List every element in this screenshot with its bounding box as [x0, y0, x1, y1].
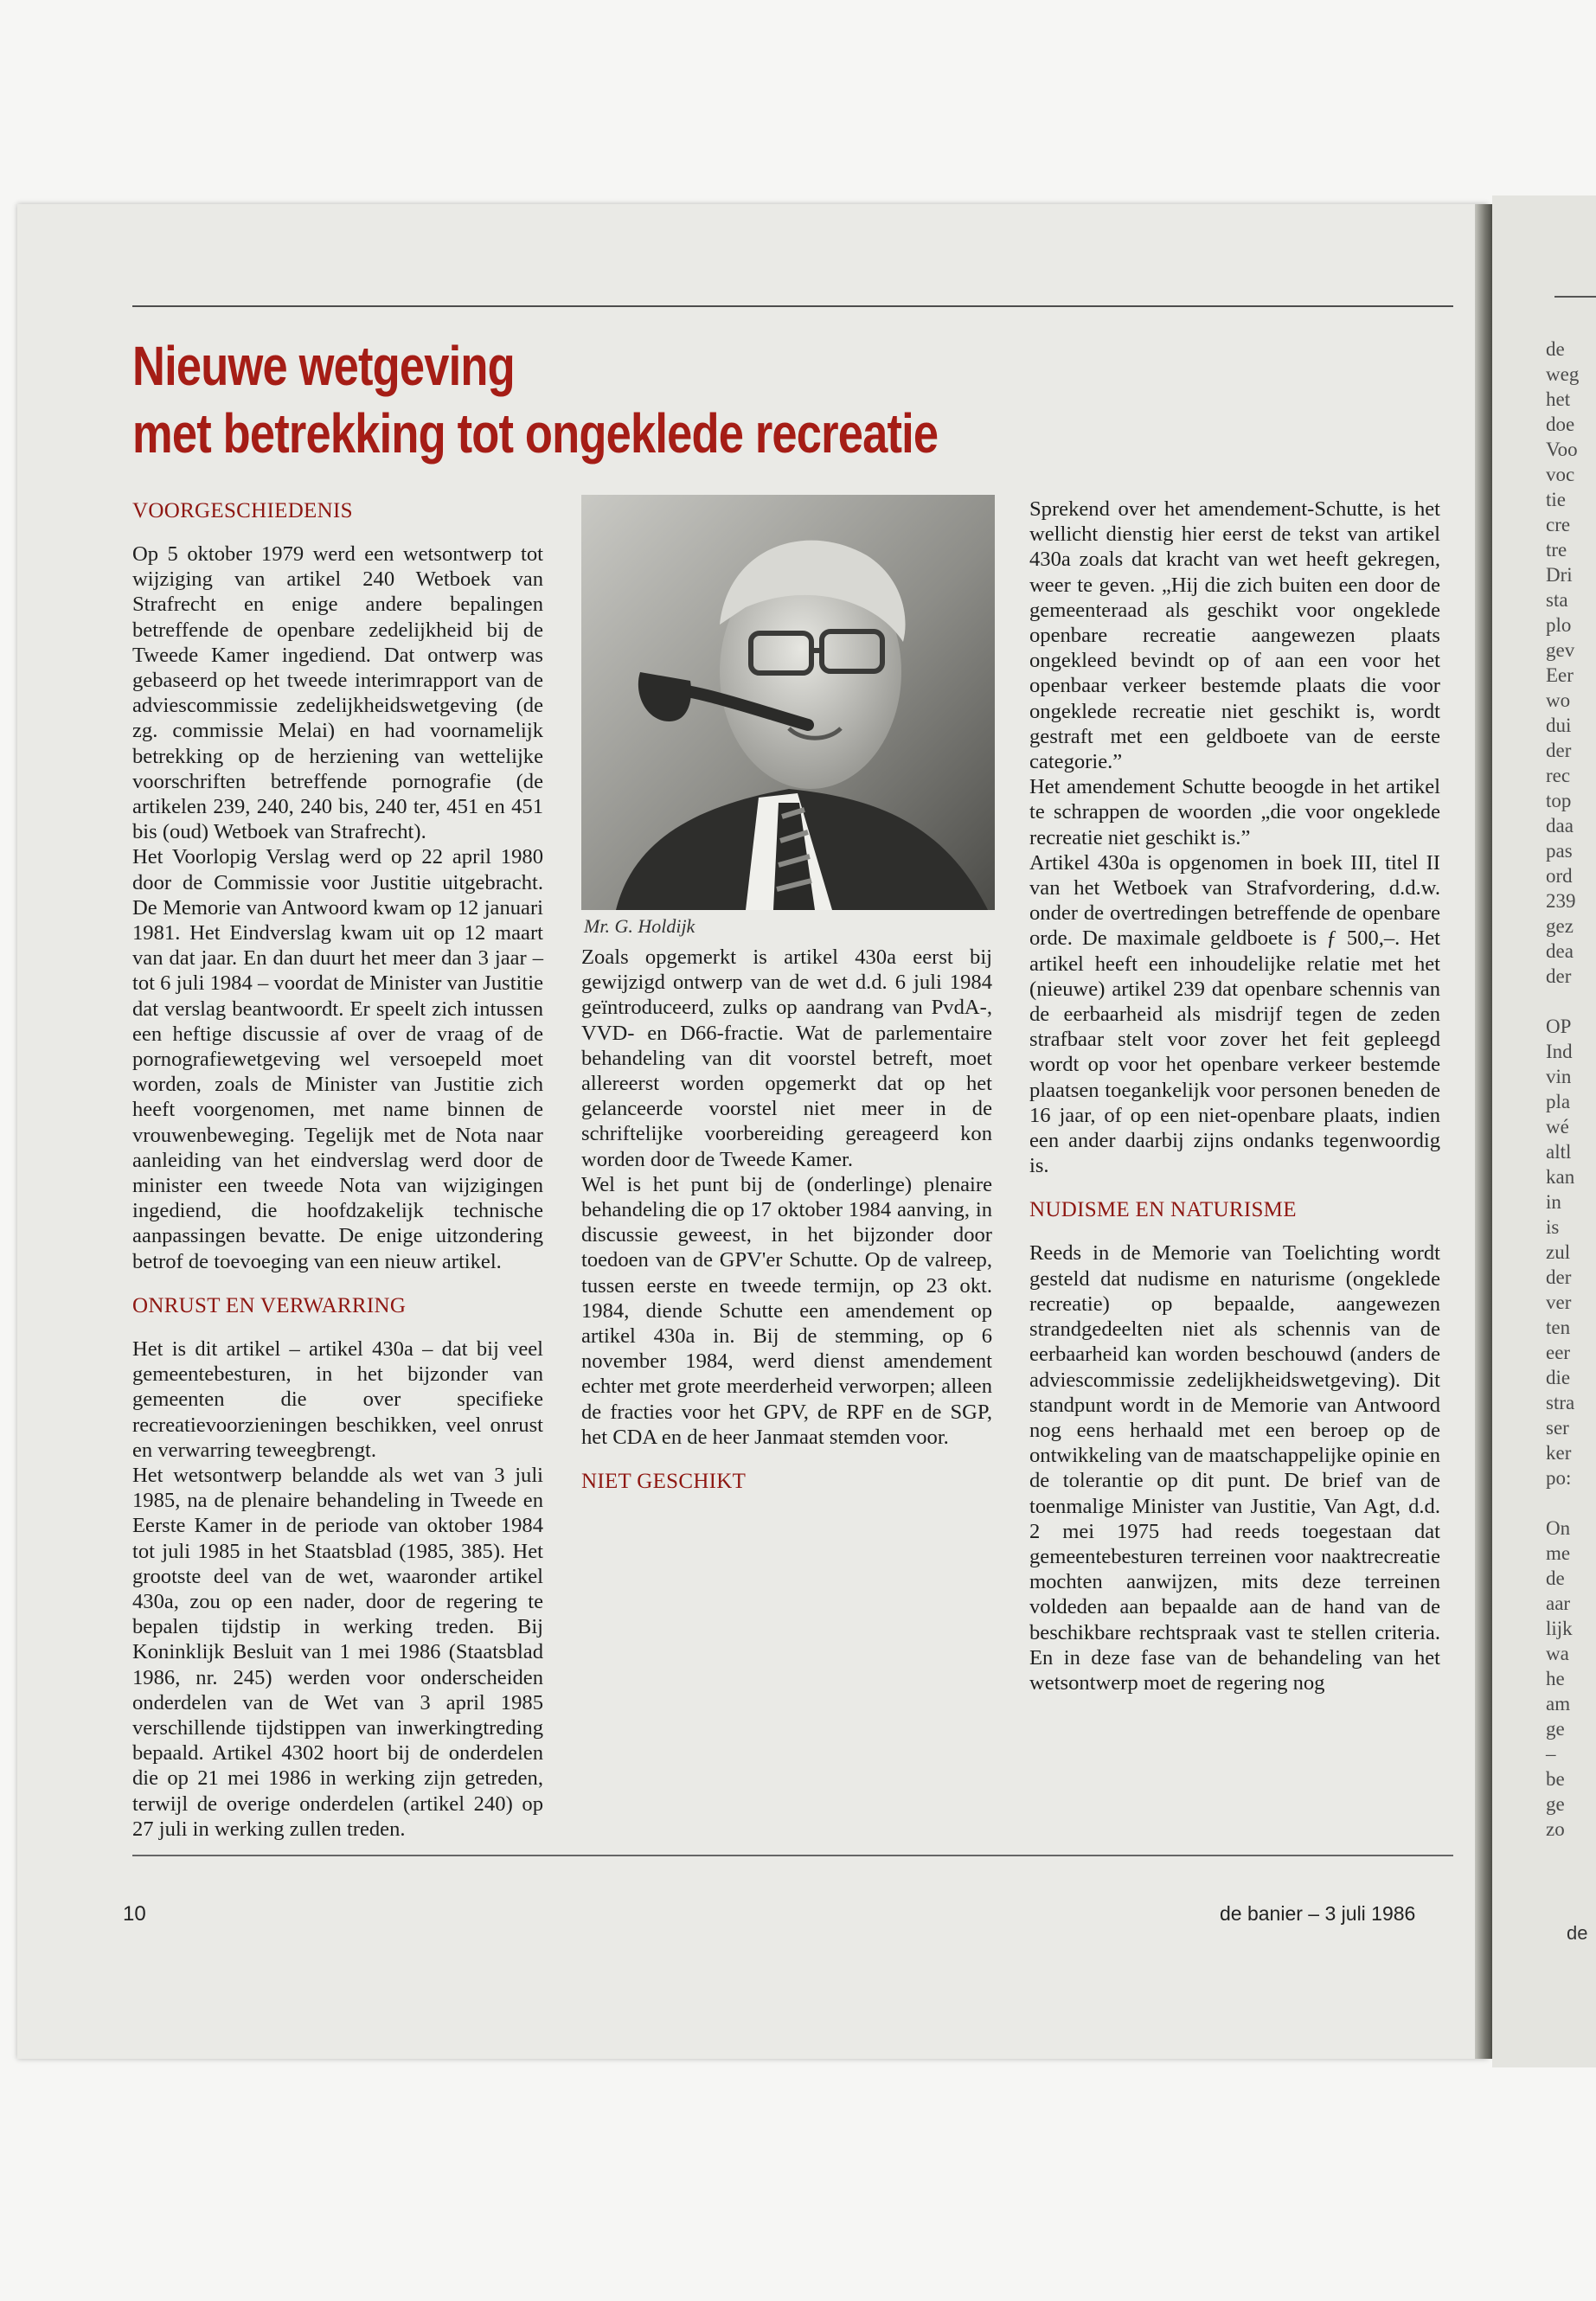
next-page-fragment: ker: [1546, 1442, 1572, 1464]
next-page-fragment: de: [1546, 1567, 1565, 1589]
next-page-fragment: ge: [1546, 1718, 1565, 1740]
next-page-fragment: wa: [1546, 1643, 1569, 1664]
next-page-fragment: kan: [1546, 1166, 1575, 1188]
next-page-fragment: in: [1546, 1191, 1561, 1213]
next-page-fragment: eer: [1546, 1342, 1571, 1363]
next-page-fragment: top: [1546, 790, 1572, 811]
headline: [132, 332, 1183, 467]
next-page-fragment: weg: [1546, 363, 1580, 385]
next-page-fragment: die: [1546, 1367, 1571, 1388]
next-page-fragment: vin: [1546, 1066, 1572, 1087]
paragraph: Op 5 oktober 1979 werd een wetsontwerp tot wijziging van artikel 240 Wetboek van Strafrecht en enige andere bepalingen betreffende de openbare zedelijkheid bij de Tweede Kamer ingediend. Dat ontwerp was gebaseerd op het tweede interimrapport van de adviescommissie zedelijkheidswetgeving (de zg. commissie Melai) en had voornamelijk betrekking op de herziening van wettelijke voorschriften betreffende pornografie (de artikelen 239, 240, 240 bis, 240 ter, 451 en 451 bis (oud) Wetboek van Strafrecht).: [132, 542, 543, 844]
next-page-fragment: –: [1546, 1743, 1556, 1765]
next-page-fragment: dea: [1546, 940, 1574, 962]
next-page-fragment: doe: [1546, 413, 1575, 435]
next-page-fragment: zo: [1546, 1818, 1565, 1840]
next-page-fragment: der: [1546, 965, 1572, 987]
next-page-fragment: lijk: [1546, 1618, 1573, 1639]
portrait-photo: [581, 495, 995, 910]
next-page-fragment: plo: [1546, 614, 1572, 636]
next-page-fragment: me: [1546, 1542, 1571, 1564]
next-page-fragment: der: [1546, 1266, 1572, 1288]
next-page-fragment: On: [1546, 1517, 1571, 1539]
next-page-fragment: cre: [1546, 514, 1571, 535]
photo-caption: Mr. G. Holdijk: [584, 915, 695, 937]
next-page-fragment: pas: [1546, 840, 1573, 862]
column-1: [132, 498, 543, 1842]
next-page-fragment: rec: [1546, 765, 1571, 786]
column-3: [1029, 497, 1440, 1695]
next-page-footer: de: [1567, 1922, 1588, 1944]
next-page-fragment: het: [1546, 388, 1571, 410]
next-page-edge: [1492, 195, 1596, 2067]
next-page-fragment: tre: [1546, 539, 1567, 561]
next-page-fragment: po:: [1546, 1467, 1572, 1489]
next-page-fragment: Dri: [1546, 564, 1573, 586]
next-page-fragment: wo: [1546, 689, 1571, 711]
footer-rule: [132, 1855, 1453, 1856]
publication-line: de banier – 3 juli 1986: [1220, 1902, 1416, 1925]
next-page-fragment: der: [1546, 740, 1572, 761]
next-page-fragment: dui: [1546, 715, 1572, 736]
next-page-fragment: ord: [1546, 865, 1573, 887]
paragraph: Het wetsontwerp belandde als wet van 3 juli 1985, na de plenaire behandeling in Tweede en Eerste Kamer in de periode van oktober 1984 tot juli 1985 in het Staatsblad (1985, 385). Het grootste deel van de wet, waaronder artikel 430a, zou op een nader, door de regering te bepalen tijdstip in werking treden. Bij Koninklijk Besluit van 1 mei 1986 (Staatsblad 1986, nr. 245) werden voor onderscheiden onderdelen van de Wet van 3 april 1985 verschillende tijdstippen van inwerkingtreding bepaald. Artikel 4302 hoort bij de onderdelen die op 21 mei 1986 in werking zijn getreden, terwijl de overige onderdelen (artikel 240) op 27 juli in werking zullen treden.: [132, 1463, 543, 1841]
next-page-fragment: gez: [1546, 915, 1574, 937]
book-spine: [1475, 204, 1492, 2059]
next-page-fragment: gev: [1546, 639, 1575, 661]
next-page-fragment: sta: [1546, 589, 1568, 611]
paragraph: Het amendement Schutte beoogde in het artikel te schrappen de woorden „die voor ongeklede recreatie niet geschikt is.”: [1029, 775, 1440, 849]
next-page-fragment: daa: [1546, 815, 1574, 836]
next-page-fragment: am: [1546, 1693, 1571, 1715]
next-page-fragment: ten: [1546, 1317, 1571, 1338]
next-page-fragment: ver: [1546, 1292, 1572, 1313]
paragraph: Wel is het punt bij de (onderlinge) plenaire behandeling die op 17 oktober 1984 aanving, in discussie geweest, in het bijzonder door toedoen van de GPV'er Schutte. Op de valreep, tussen eerste en tweede termijn, op 23 okt. 1984, diende Schutte een amendement op artikel 430a in. Bij de stemming, op 6 november 1984, werd dienst amendement echter met grote meerderheid verworpen; alleen de fracties voor het GPV, de RPF en de SGP, het CDA en de heer Janmaat stemden voor.: [581, 1172, 992, 1449]
next-page-fragment: ge: [1546, 1793, 1565, 1815]
next-page-fragment: OP: [1546, 1016, 1572, 1037]
next-page-fragment: 239: [1546, 890, 1576, 912]
next-page-fragment: Voo: [1546, 439, 1578, 460]
next-page-fragment: tie: [1546, 489, 1566, 510]
headline-line-1: Nieuwe wetgeving: [132, 335, 515, 397]
next-page-fragment: aar: [1546, 1593, 1571, 1614]
heading-voorgeschiedenis: VOORGESCHIEDENIS: [132, 499, 353, 522]
headline-line-2: met betrekking tot ongeklede recreatie: [132, 402, 939, 465]
next-page-fragment: voc: [1546, 464, 1575, 485]
next-page-fragment: be: [1546, 1768, 1565, 1790]
next-page-fragment: de: [1546, 338, 1565, 360]
paragraph: Reeds in de Memorie van Toelichting wordt gesteld dat nudisme en naturisme (ongeklede recreatie) op bepaalde, aangewezen strandgedeelten niet als schennis van de eerbaarheid kan worden beschouwd (anders de adviescommissie zedelijkheidswetgeving). Dit standpunt wordt in de Memorie van Antwoord nog eens herhaald met een beroep op de ontwikkeling van de maatschappelijke opinie en de tolerantie op dit punt. De brief van de toenmalige Minister van Justitie, Van Agt, d.d. 2 mei 1975 had reeds toegestaan dat gemeentebesturen terreinen voor naaktrecreatie mochten aanwijzen, mits deze terreinen voldeden aan bepaalde aan de hand van de beschikbare rechtspraak vast te stellen criteria. En in deze fase van de behandeling van het wetsontwerp moet de regering nog: [1029, 1241, 1440, 1695]
next-page-fragment: Ind: [1546, 1041, 1573, 1062]
next-page-fragment: [1546, 989, 1596, 1014]
paragraph: Het Voorlopig Verslag werd op 22 april 1980 door de Commissie voor Justitie uitgebracht. De Memorie van Antwoord kwam op 12 januari 1981. Het Eindverslag kwam uit op 12 maart van dat jaar. En dan duurt het meer dan 3 jaar – tot 6 juli 1984 – voordat de Minister van Justitie dat verslag beantwoordt. Er speelt zich intussen een heftige discussie af over de vraag of de pornografiewetgeving wel versoepeld moet worden, zoals de Minister van Justitie zich heeft voorgenomen, met name binnen de vrouwenbeweging. Tegelijk met de Nota naar aanleiding van het eindverslag werd door de minister een tweede Nota van wijzigingen ingediend, die hoofdzakelijk technische aanpassingen bevatte. De enige uitzondering betrof de toevoeging van een nieuw artikel.: [132, 845, 543, 1273]
next-page-rule: [1554, 296, 1596, 298]
next-page-fragment: pla: [1546, 1091, 1571, 1112]
paragraph: Artikel 430a is opgenomen in boek III, titel II van het Wetboek van Strafvordering, d.d.w. onder de overtredingen betreffende de openbare orde. De maximale geldboete is ƒ 500,–. Het artikel heeft een inhoudelijke relatie met het (nieuwe) artikel 239 dat openbare schennis van de eerbaarheid als misdrijf tegen de zeden strafbaar stelt voor zover het feit gepleegd wordt op voor het openbare verkeer bestemde plaatsen toegankelijk voor personen beneden de 16 jaar, of op een niet-openbare plaats, indien een ander daarbij zijns ondanks tegenwoordig is.: [1029, 850, 1440, 1178]
next-page-fragment: zul: [1546, 1241, 1571, 1263]
next-page-fragment: is: [1546, 1216, 1560, 1238]
paragraph: Sprekend over het amendement-Schutte, is het wellicht dienstig hier eerst de tekst van artikel 430a zoals dat kracht van wet heeft gekregen, weer te geven. „Hij die zich buiten een door de gemeenteraad als geschikt voor ongeklede openbare recreatie aangewezen plaats ongekleed bevindt op of aan een voor het openbaar verkeer bestemde plaats die voor ongeklede recreatie niet geschikt is, wordt gestraft met een geldboete van de eerste categorie.”: [1029, 497, 1440, 774]
column-2: [581, 945, 992, 1512]
heading-onrust: ONRUST EN VERWARRING: [132, 1293, 407, 1317]
next-page-fragment: [1546, 1490, 1596, 1516]
top-rule: [132, 305, 1453, 307]
paragraph: Zoals opgemerkt is artikel 430a eerst bij gewijzigd ontwerp van de wet d.d. 6 juli 1984 geïntroduceerd, zulks op aandrang van PvdA-, VVD- en D66-fractie. Wat de parlementaire behandeling van dit voorstel betreft, moet allereerst worden opgemerkt dat op het gelanceerde voorstel niet meer in de schriftelijke voorbereiding gereageerd kon worden door de Tweede Kamer.: [581, 945, 992, 1171]
portrait-illustration: [581, 495, 995, 910]
page-number: 10: [123, 1902, 146, 1926]
next-page-fragment: wé: [1546, 1116, 1569, 1138]
magazine-page: [17, 204, 1488, 2059]
heading-niet-geschikt: NIET GESCHIKT: [581, 1470, 747, 1494]
next-page-fragment: Eer: [1546, 664, 1574, 686]
next-page-text-fragments: [1546, 336, 1596, 1842]
next-page-fragment: he: [1546, 1668, 1565, 1689]
next-page-fragment: ser: [1546, 1417, 1569, 1439]
paragraph: Het is dit artikel – artikel 430a – dat bij veel gemeentebesturen, in het bijzonder van gemeenten die over specifieke recreatievoorzieningen beschikken, veel onrust en verwarring teweegbrengt.: [132, 1336, 543, 1462]
heading-nudisme: NUDISME EN NATURISME: [1029, 1198, 1297, 1222]
next-page-fragment: altl: [1546, 1141, 1572, 1163]
next-page-fragment: stra: [1546, 1392, 1575, 1413]
